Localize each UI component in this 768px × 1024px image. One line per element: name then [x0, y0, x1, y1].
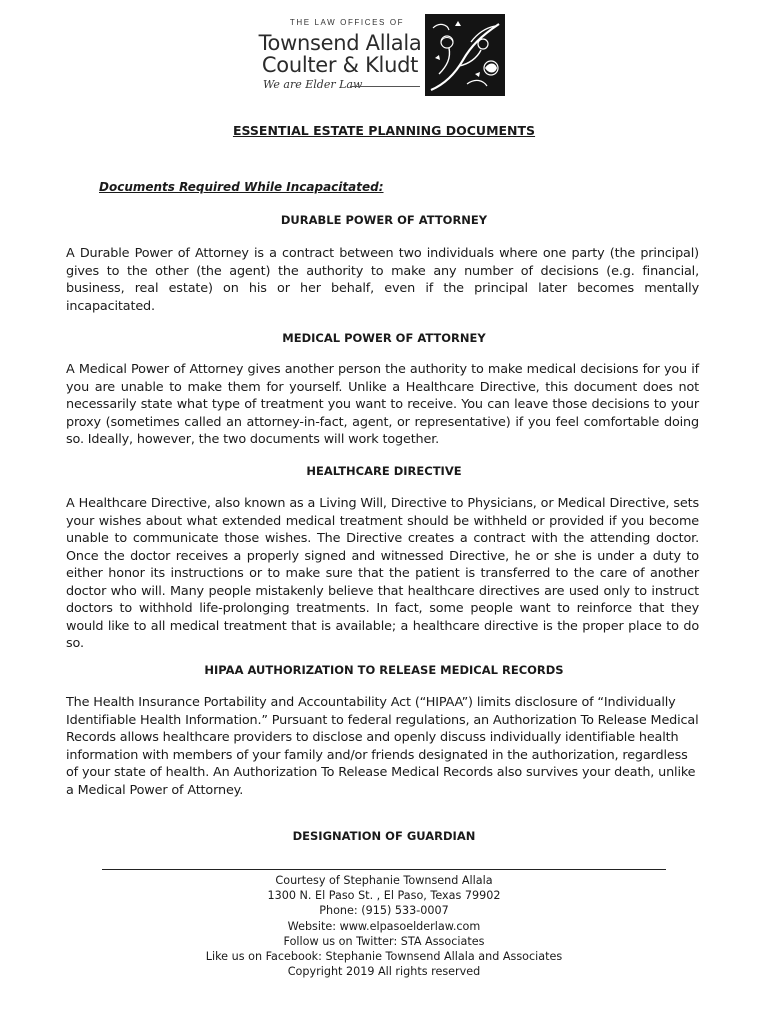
tagline-rule	[350, 86, 420, 87]
ornamental-tree-logo-icon	[425, 14, 505, 96]
heading-hipaa-authorization: HIPAA AUTHORIZATION TO RELEASE MEDICAL RECORDS	[204, 663, 564, 677]
paragraph-durable-power-of-attorney: A Durable Power of Attorney is a contract between two individuals where one party (the principal) gives to the other (the agent) the authority to make any number of decisions (e.g. financial, business, real estate) on his or her behalf, even if the principal later becomes mentally incapacitated.	[66, 246, 699, 314]
firm-name-line1: Townsend Allala	[258, 31, 422, 55]
heading-medical-power-of-attorney: MEDICAL POWER OF ATTORNEY	[282, 331, 486, 345]
heading-durable-power-of-attorney: DURABLE POWER OF ATTORNEY	[280, 213, 488, 227]
paragraph-medical-power-of-attorney: A Medical Power of Attorney gives another person the authority to make medical decisions for you if you are unable to make them for yourself. Unlike a Healthcare Directive, this document does not necessarily state what type of treatment you want to receive. You can leave those decisions to your proxy (sometimes called an attorney-in-fact, agent, or representative) if you feel comfortable doing so. Ideally, however, the two documents will work together.	[66, 362, 699, 447]
subsection-heading: Documents Required While Incapacitated:	[99, 180, 384, 194]
law-office-letterhead	[255, 12, 505, 98]
heading-healthcare-directive: HEALTHCARE DIRECTIVE	[306, 464, 462, 478]
footer-copyright: Copyright 2019 All rights reserved	[287, 965, 481, 979]
footer-courtesy: Courtesy of Stephanie Townsend Allala	[275, 874, 493, 887]
footer-website: Website: www.elpasoelderlaw.com	[287, 919, 481, 933]
footer	[0, 873, 768, 979]
heading-designation-of-guardian: DESIGNATION OF GUARDIAN	[292, 829, 476, 843]
footer-address: 1300 N. El Paso St. , El Paso, Texas 79902	[267, 889, 501, 903]
footer-phone: Phone: (915) 533-0007	[319, 904, 449, 918]
document-title: ESSENTIAL ESTATE PLANNING DOCUMENTS	[232, 123, 536, 138]
firm-tagline: We are Elder Law	[263, 78, 363, 91]
paragraph-healthcare-directive: A Healthcare Directive, also known as a Living Will, Directive to Physicians, or Medical Directive, sets your wishes about what extended medical treatment should be withheld or provided if you become unable to communicate those wishes. The Directive creates a contract with the attending doctor. Once the doctor receives a properly signed and witnessed Directive, he or she is under a duty to either honor its instructions or to make sure that the patient is transferred to the care of another doctor who will. Many people mistakenly believe that healthcare directives are used only to instruct doctors to withhold life-prolonging treatments. In fact, some people want to reinforce that they would like to all medical treatment that is available; a healthcare directive is the proper place to do so.	[66, 496, 699, 651]
footer-divider	[102, 869, 666, 870]
footer-twitter: Follow us on Twitter: STA Associates	[283, 934, 485, 948]
paragraph-hipaa-authorization: The Health Insurance Portability and Accountability Act (“HIPAA”) limits disclosure of “Individually Identifiable Health Information.” Pursuant to federal regulations, an Authorization To Release Medical Records allows healthcare providers to disclose and openly discuss individually identifiable health information with members of your family and/or friends designated in the authorization, regardless of your state of health. An Authorization To Release Medical Records also survives your death, unlike a Medical Power of Attorney.	[66, 695, 699, 798]
footer-facebook: Like us on Facebook: Stephanie Townsend Allala and Associates	[205, 950, 563, 964]
firm-name-line2: Coulter & Kludt	[261, 53, 419, 77]
letterhead-small-caps: THE LAW OFFICES OF	[289, 18, 405, 27]
